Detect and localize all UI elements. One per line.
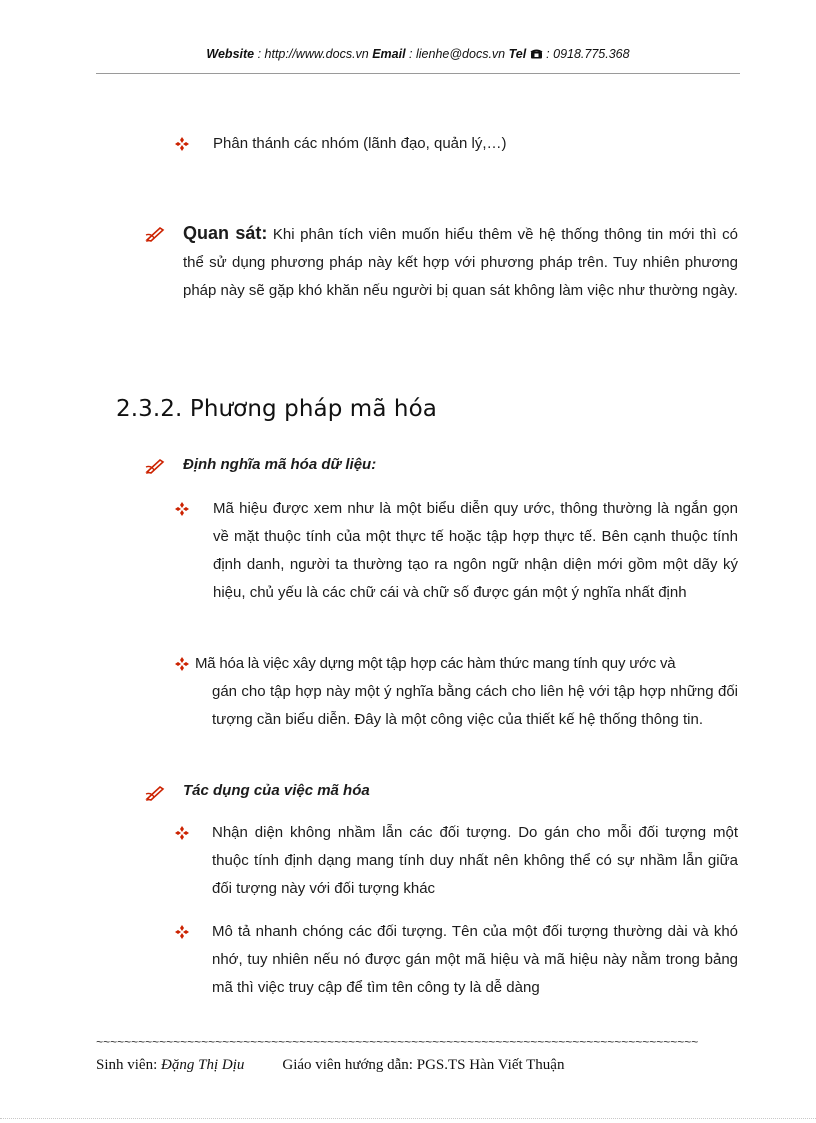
pencil-bullet-icon: [145, 785, 165, 801]
observation-paragraph: [183, 219, 738, 305]
diamond-bullet-icon: [175, 826, 189, 840]
diamond-bullet-icon: [175, 502, 189, 516]
teacher-name: PGS.TS Hàn Viết Thuận: [416, 1057, 565, 1073]
pencil-bullet-icon: [145, 458, 165, 474]
pencil-bullet-icon: [145, 226, 165, 242]
footer-tilde-rule: ~~~~~~~~~~~~~~~~~~~~~~~~~~~~~~~~~~~~~~~~~~~~~~~~~~~~~~~~~~~~~~~~~~~~~~~~~~~~~~~~~~~~~~: [96, 1036, 699, 1050]
diamond-bullet-icon: [175, 925, 189, 939]
effects-bullet-1: Nhận diện không nhầm lẫn các đối tượng. Do gán cho mỗi đối tượng một thuộc tính định dạng mang tính duy nhất nên không thể có sự nhầm lẫn giữa đối tượng này với đối tượng khác: [212, 824, 738, 897]
diamond-bullet-icon: [175, 657, 189, 671]
effects-bullet-2: Mô tả nhanh chóng các đối tượng. Tên của một đối tượng thường dài và khó nhớ, tuy nhiên nếu nó được gán một mã hiệu và mã hiệu này nằm trong bảng mã thì việc truy cập để tìm tên công ty là dễ dàng: [212, 923, 738, 996]
teacher-label: Giáo viên hướng dẫn:: [282, 1057, 417, 1073]
observation-text: Khi phân tích viên muốn hiểu thêm về hệ thống thông tin mới thì có thể sử dụng phương pháp này kết hợp với phương pháp trên. Tuy nhiên phương pháp này sẽ gặp khó khăn nếu người bị quan sát không làm việc như thường ngày.: [183, 226, 738, 299]
page-footer: [96, 1057, 564, 1074]
page-header: [96, 47, 740, 61]
effects-heading: Tác dụng của việc mã hóa: [183, 782, 370, 799]
email-value: : lienhe@docs.vn: [405, 47, 509, 61]
student-label: Sinh viên:: [96, 1057, 162, 1073]
definition-bullet-2-rest: gán cho tập hợp này một ý nghĩa bằng cách cho liên hệ với tập hợp những đối tượng cần biểu diễn. Đây là một công việc của thiết kế hệ thống thông tin.: [212, 683, 738, 728]
website-value: : http://www.docs.vn: [254, 47, 373, 61]
tel-label: Tel: [508, 47, 527, 61]
definition-bullet-2-first-line: Mã hóa là việc xây dựng một tập hợp các hàm thức mang tính quy ước và: [195, 655, 676, 672]
header-divider: [96, 73, 740, 74]
definition-bullet-1: Mã hiệu được xem như là một biểu diễn quy ước, thông thường là ngắn gọn về mặt thuộc tính của một thực tế hoặc tập hợp thực tế. Bên cạnh thuộc tính định danh, người ta thường tạo ra ngôn ngữ nhận diện mới gồm một dãy ký hiệu, chủ yếu là các chữ cái và chữ số được gán một ý nghĩa nhất định: [213, 500, 738, 601]
tel-value: : 0918.775.368: [542, 47, 630, 61]
observation-lead: Quan sát:: [183, 223, 268, 243]
section-title: 2.3.2. Phương pháp mã hóa: [116, 396, 437, 422]
website-label: Website: [206, 47, 255, 61]
phone-icon: [530, 48, 543, 59]
bullet-phan-thanh: Phân thánh các nhóm (lãnh đạo, quản lý,…): [213, 135, 507, 152]
definition-heading: Định nghĩa mã hóa dữ liệu:: [183, 456, 377, 473]
diamond-bullet-icon: [175, 137, 189, 151]
student-name: Đặng Thị Dịu: [161, 1057, 245, 1073]
email-label: Email: [372, 47, 406, 61]
page-bottom-border: [0, 1118, 816, 1119]
